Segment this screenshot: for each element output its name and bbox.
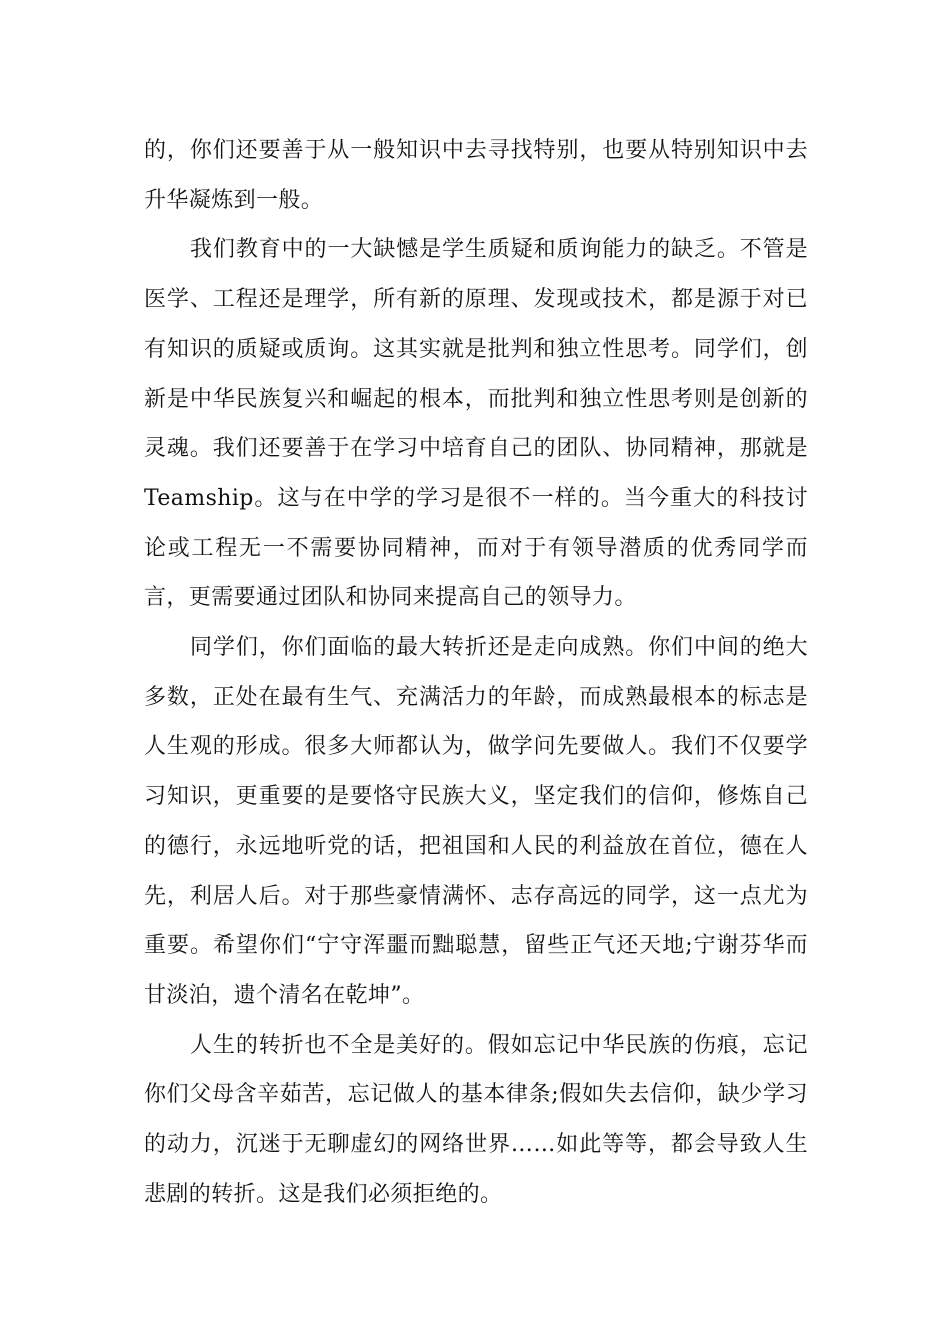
paragraph-maturity: 同学们，你们面临的最大转折还是走向成熟。你们中间的绝大多数，正处在最有生气、充满活力的年龄，而成熟最根本的标志是人生观的形成。很多大师都认为，做学问先要做人。我们不仅要学习知识，更重要的是要恪守民族大义，坚定我们的信仰，修炼自己的德行，永远地听党的话，把祖国和人民的利益放在首位，德在人先，利居人后。对于那些豪情满怀、志存高远的同学，这一点尤为重要。希望你们“宁守浑噩而黜聪慧，留些正气还天地;宁谢芬华而甘淡泊，遗个清名在乾坤”。 <box>144 635 808 1008</box>
paragraph-questioning: 我们教育中的一大缺憾是学生质疑和质询能力的缺乏。不管是医学、工程还是理学，所有新的原理、发现或技术，都是源于对已有知识的质疑或质询。这其实就是批判和独立性思考。同学们，创新是中华民族复兴和崛起的根本，而批判和独立性思考则是创新的灵魂。我们还要善于在学习中培育自己的团队、协同精神，那就是Teamship。这与在中学的学习是很不一样的。当今重大的科技讨论或工程无一不需要协同精神，而对于有领导潜质的优秀同学而言，更需要通过团队和协同来提高自己的领导力。 <box>144 237 808 611</box>
document-body <box>144 126 808 1219</box>
paragraph-continuation: 的，你们还要善于从一般知识中去寻找特别，也要从特别知识中去升华凝炼到一般。 <box>144 138 808 213</box>
paragraph-life-turning: 人生的转折也不全是美好的。假如忘记中华民族的伤痕，忘记你们父母含辛茹苦，忘记做人的基本律条;假如失去信仰，缺少学习的动力，沉迷于无聊虚幻的网络世界……如此等等，都会导致人生悲剧的转折。这是我们必须拒绝的。 <box>144 1032 808 1207</box>
